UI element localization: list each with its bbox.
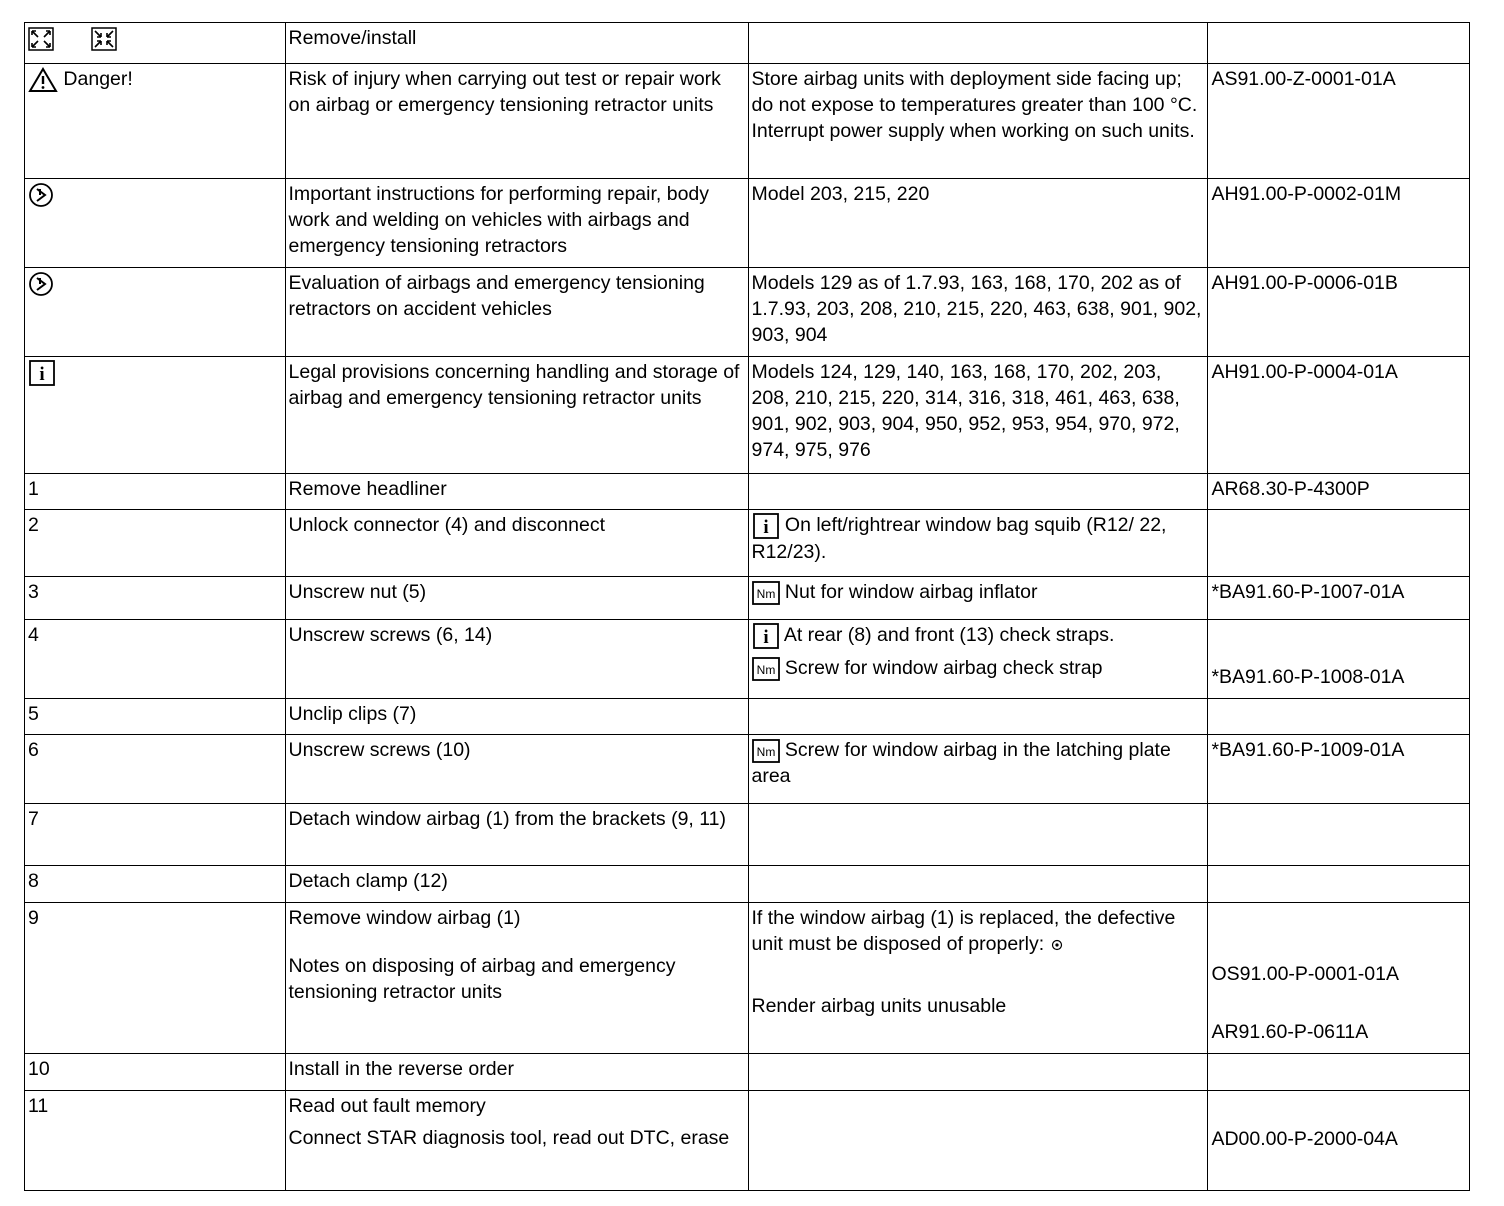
info-icon [28, 360, 56, 386]
cell-note: Store airbag units with deployment side facing up; do not expose to temperatures greater than 100 °C. Interrupt power supply when working on such units. [748, 64, 1208, 179]
info-icon [752, 513, 780, 539]
step-number: 6 [25, 735, 286, 804]
table-row [25, 268, 1470, 357]
step-number: 9 [25, 903, 286, 1054]
cell-reference: *BA91.60-P-1008-01A [1211, 666, 1405, 688]
cell-reference: AR91.60-P-0611A [1211, 1021, 1369, 1043]
cell-description: Remove window airbag (1) [288, 907, 521, 929]
cell-note: Nut for window airbag inflator [784, 581, 1038, 603]
remove-install-icons [25, 23, 286, 64]
step-number: 7 [25, 804, 286, 866]
important-note-icon [28, 182, 54, 208]
cell-note: Models 129 as of 1.7.93, 163, 168, 170, 202 as of 1.7.93, 203, 208, 210, 215, 220, 463, 638, 901, 902, 903, 904 [748, 268, 1208, 357]
table-row [25, 577, 1470, 620]
table-row [25, 474, 1470, 510]
step-number: 1 [25, 474, 286, 510]
cell-note: Render airbag units unusable [751, 995, 1007, 1017]
table-row [25, 1054, 1470, 1091]
cell-description: Important instructions for performing repair, body work and welding on vehicles with airbags and emergency tensioning retractors [285, 179, 748, 268]
install-icon [91, 27, 117, 51]
svg-text:i: i [762, 516, 769, 538]
remove-icon [28, 27, 54, 51]
cell-description: Read out fault memory [288, 1095, 486, 1117]
cell-reference: AH91.00-P-0006-01B [1208, 268, 1470, 357]
table-row [25, 179, 1470, 268]
cell-reference: *BA91.60-P-1009-01A [1208, 735, 1470, 804]
cell-description: Detach window airbag (1) from the brackets (9, 11) [285, 804, 748, 866]
warning-icon [28, 67, 58, 93]
cell-reference: AS91.00-Z-0001-01A [1208, 64, 1470, 179]
svg-text:i: i [762, 626, 769, 648]
step-number: 8 [25, 866, 286, 903]
cell-description: Unlock connector (4) and disconnect [285, 510, 748, 577]
torque-icon [752, 581, 780, 605]
important-note-icon [28, 271, 54, 297]
svg-text:Nm: Nm [756, 586, 775, 601]
table-row [25, 357, 1470, 474]
cell-reference: AH91.00-P-0004-01A [1208, 357, 1470, 474]
cell-description: Connect STAR diagnosis tool, read out DTC, erase [288, 1127, 730, 1149]
cell-reference: AD00.00-P-2000-04A [1211, 1128, 1398, 1150]
cell-description: Remove headliner [285, 474, 748, 510]
cell-note: Screw for window airbag in the latching plate area [751, 739, 1171, 787]
cell-note: At rear (8) and front (13) check straps. [783, 624, 1115, 646]
svg-text:Nm: Nm [756, 744, 775, 759]
cell-reference: *BA91.60-P-1007-01A [1208, 577, 1470, 620]
cell-description: Notes on disposing of airbag and emergency tensioning retractor units [288, 955, 676, 1003]
reference-icon [1050, 938, 1064, 952]
cell-note: On left/rightrear window bag squib (R12/ 22, R12/23). [751, 514, 1167, 563]
table-row [25, 903, 1470, 1054]
cell-reference: OS91.00-P-0001-01A [1211, 963, 1399, 985]
info-icon [752, 623, 780, 649]
table-row [25, 620, 1470, 699]
cell-reference: AH91.00-P-0002-01M [1208, 179, 1470, 268]
remove-install-label: Remove/install [285, 23, 748, 64]
cell-note: Screw for window airbag check strap [784, 656, 1103, 679]
svg-text:Nm: Nm [756, 662, 775, 677]
torque-icon [752, 657, 780, 681]
cell-description: Unscrew screws (6, 14) [285, 620, 748, 699]
step-number: 5 [25, 699, 286, 735]
step-number: 10 [25, 1054, 286, 1091]
svg-text:i: i [39, 363, 45, 385]
cell-note: Model 203, 215, 220 [748, 179, 1208, 268]
cell-reference: AR68.30-P-4300P [1208, 474, 1470, 510]
table-row [25, 64, 1470, 179]
cell-description: Detach clamp (12) [285, 866, 748, 903]
table-row [25, 1091, 1470, 1191]
cell-description: Legal provisions concerning handling and storage of airbag and emergency tensioning retractor units [285, 357, 748, 474]
danger-label: Danger! [63, 68, 133, 90]
table-row [25, 735, 1470, 804]
table-row [25, 699, 1470, 735]
torque-icon [752, 739, 780, 763]
cell-description: Unscrew screws (10) [285, 735, 748, 804]
procedure-table [24, 22, 1470, 1191]
table-row [25, 866, 1470, 903]
cell-description: Evaluation of airbags and emergency tensioning retractors on accident vehicles [285, 268, 748, 357]
step-number: 4 [25, 620, 286, 699]
cell-note: If the window airbag (1) is replaced, the defective unit must be disposed of properly: [751, 907, 1176, 955]
table-row [25, 510, 1470, 577]
step-number: 2 [25, 510, 286, 577]
step-number: 11 [25, 1091, 286, 1191]
table-row [25, 804, 1470, 866]
cell-description: Install in the reverse order [285, 1054, 748, 1091]
cell-description: Unscrew nut (5) [285, 577, 748, 620]
table-row [25, 23, 1470, 64]
step-number: 3 [25, 577, 286, 620]
cell-description: Risk of injury when carrying out test or repair work on airbag or emergency tensioning retractor units [285, 64, 748, 179]
cell-description: Unclip clips (7) [285, 699, 748, 735]
cell-note: Models 124, 129, 140, 163, 168, 170, 202, 203, 208, 210, 215, 220, 314, 316, 318, 461, 463, 638, 901, 902, 903, 904, 950, 952, 953, 954, 970, 972, 974, 975, 976 [748, 357, 1208, 474]
